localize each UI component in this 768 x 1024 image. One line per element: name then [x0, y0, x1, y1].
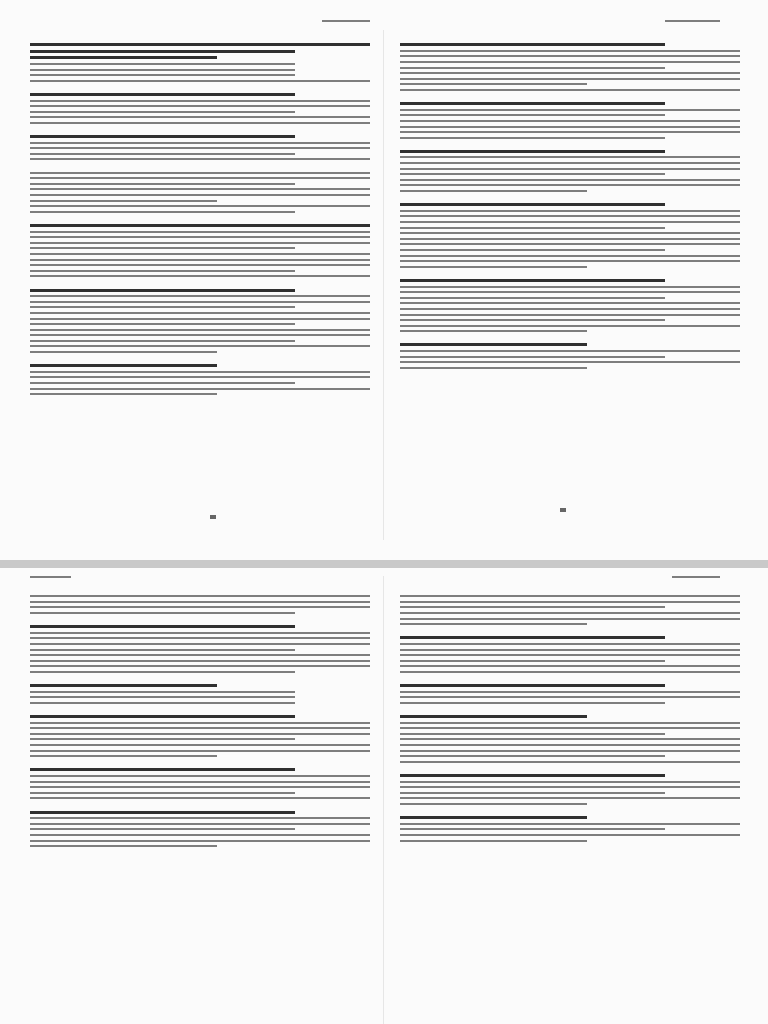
page-2-text: [400, 20, 740, 372]
page-1: [30, 20, 370, 550]
page-3: [30, 576, 370, 1016]
page-divider: [383, 30, 384, 540]
page-divider: [383, 576, 384, 1024]
page-1-text: [30, 20, 370, 399]
page-4: [400, 576, 740, 1016]
page-number: [560, 508, 566, 512]
lower-sheet: [0, 568, 768, 1024]
page-4-text: [400, 576, 740, 845]
page-number: [210, 515, 216, 519]
page-3-text: [30, 576, 370, 851]
page-2: [400, 20, 740, 550]
